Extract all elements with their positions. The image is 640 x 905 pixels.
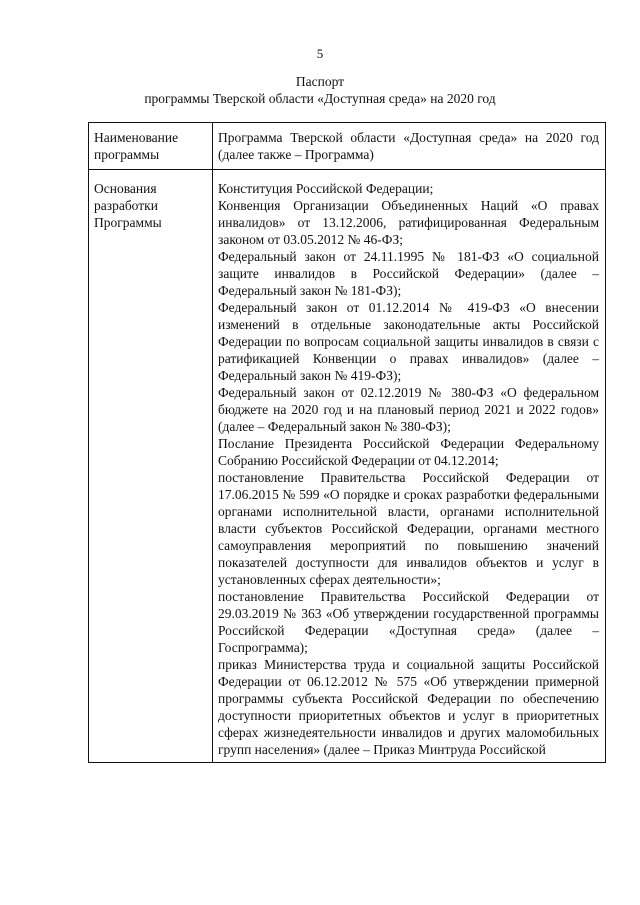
row-value — [213, 170, 606, 763]
basis-entry: постановление Правительства Российской Федерации от 29.03.2019 № 363 «Об утверждении государственной программы Российской Федерации «Доступная среда» (далее – Госпрограмма); — [218, 589, 599, 655]
basis-entry: Конвенция Организации Объединенных Наций «О правах инвалидов» от 13.12.2006, ратифицированная Федеральным законом от 03.05.2012 № 46-ФЗ; — [218, 198, 599, 247]
title-line-2: программы Тверской области «Доступная среда» на 2020 год — [144, 91, 496, 106]
basis-entry: Конституция Российской Федерации; — [218, 181, 434, 196]
page-number: 5 — [316, 46, 324, 61]
basis-entry: приказ Министерства труда и социальной защиты Российской Федерации от 06.12.2012 № 575 «Об утверждении примерной программы субъекта Российской Федерации по обеспечению доступности приоритетных объектов и услуг в приоритетных сферах жизнедеятельности инвалидов и других маломобильных групп населения» (далее – Приказ Минтруда Российской — [218, 657, 599, 757]
row-value: Программа Тверской области «Доступная среда» на 2020 год (далее также – Программа) — [213, 123, 606, 170]
basis-entry: постановление Правительства Российской Федерации от 17.06.2015 № 599 «О порядке и сроках разработки федеральными органами исполнительной власти, органами исполнительной власти субъектов Российской Федерации, органами местного самоуправления мероприятий по повышению значений показателей доступности для инвалидов объектов и услуг в установленных сферах деятельности»; — [218, 470, 599, 587]
basis-entry: Послание Президента Российской Федерации Федеральному Собранию Российской Федерации от 04.12.2014; — [218, 436, 599, 468]
basis-entry: Федеральный закон от 24.11.1995 № 181-ФЗ «О социальной защите инвалидов в Российской Федерации» (далее – Федеральный закон № 181-ФЗ); — [218, 249, 599, 298]
row-label: Основания разработки Программы — [89, 170, 213, 763]
passport-table — [88, 122, 606, 763]
basis-entry: Федеральный закон от 02.12.2019 № 380-ФЗ «О федеральном бюджете на 2020 год и на плановый период 2021 и 2022 годов» (далее – Федеральный закон № 380-ФЗ); — [218, 385, 599, 434]
basis-entry: Федеральный закон от 01.12.2014 № 419-ФЗ «О внесении изменений в отдельные законодательные акты Российской Федерации по вопросам социальной защиты инвалидов в связи с ратификацией Конвенции о правах инвалидов» (далее – Федеральный закон № 419-ФЗ); — [218, 300, 599, 383]
row-label: Наименование программы — [89, 123, 213, 170]
table-row-basis — [89, 170, 606, 763]
title-line-1: Паспорт — [295, 74, 345, 89]
table-row-program-name — [89, 123, 606, 170]
document-title — [0, 73, 640, 107]
